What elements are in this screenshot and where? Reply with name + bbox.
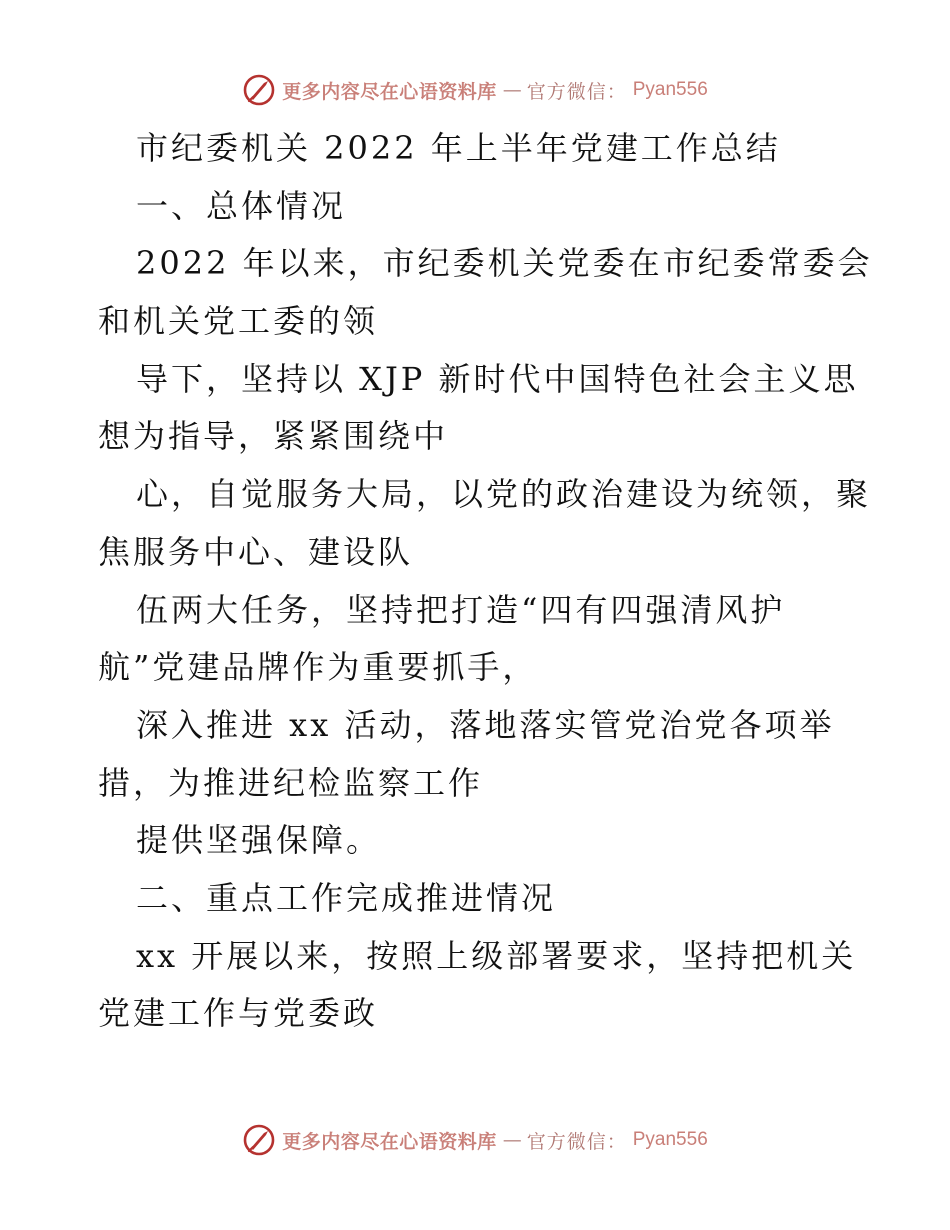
watermark-site-text: 更多内容尽在心语资料库	[282, 1130, 497, 1153]
paragraph-line: 深入推进 xx 活动，落地落实管党治党各项举	[136, 705, 835, 744]
watermark-dash: —	[502, 79, 521, 101]
watermark-site-text: 更多内容尽在心语资料库	[282, 80, 497, 103]
quill-logo-icon	[242, 73, 276, 107]
document-body	[98, 120, 873, 1043]
paragraph-line: 伍两大任务，坚持把打造“四有四强清风护	[136, 590, 786, 629]
watermark-account: Pyan556	[632, 1129, 708, 1150]
watermark-dash: —	[502, 1129, 521, 1151]
paragraph-line: 想为指导，紧紧围绕中	[98, 417, 449, 456]
paragraph-line: 提供坚强保障。	[136, 821, 382, 860]
header-watermark	[0, 70, 950, 110]
watermark-account: Pyan556	[632, 79, 708, 100]
footer-watermark	[0, 1120, 950, 1160]
section-heading-2: 二、重点工作完成推进情况	[136, 878, 557, 917]
watermark-official-label: 官方微信：	[526, 80, 627, 103]
paragraph-line: 和机关党工委的领	[98, 302, 379, 341]
document-title: 市纪委机关 2022 年上半年党建工作总结	[136, 129, 781, 167]
paragraph-line: 2022 年以来，市纪委机关党委在市纪委常委会	[136, 244, 873, 283]
paragraph-line: 航”党建品牌作为重要抓手，	[98, 648, 538, 687]
section-heading-1: 一、总体情况	[136, 186, 347, 225]
paragraph-line: 措，为推进纪检监察工作	[98, 763, 484, 802]
paragraph-line: 导下，坚持以 XJP 新时代中国特色社会主义思	[136, 359, 859, 398]
paragraph-line: 党建工作与党委政	[98, 994, 379, 1033]
paragraph-line: 焦服务中心、建设队	[98, 532, 414, 571]
quill-logo-icon	[242, 1123, 276, 1157]
watermark-official-label: 官方微信：	[526, 1130, 627, 1153]
paragraph-line: 心，自觉服务大局，以党的政治建设为统领，聚	[136, 475, 872, 514]
paragraph-line: xx 开展以来，按照上级部署要求，坚持把机关	[136, 936, 857, 975]
